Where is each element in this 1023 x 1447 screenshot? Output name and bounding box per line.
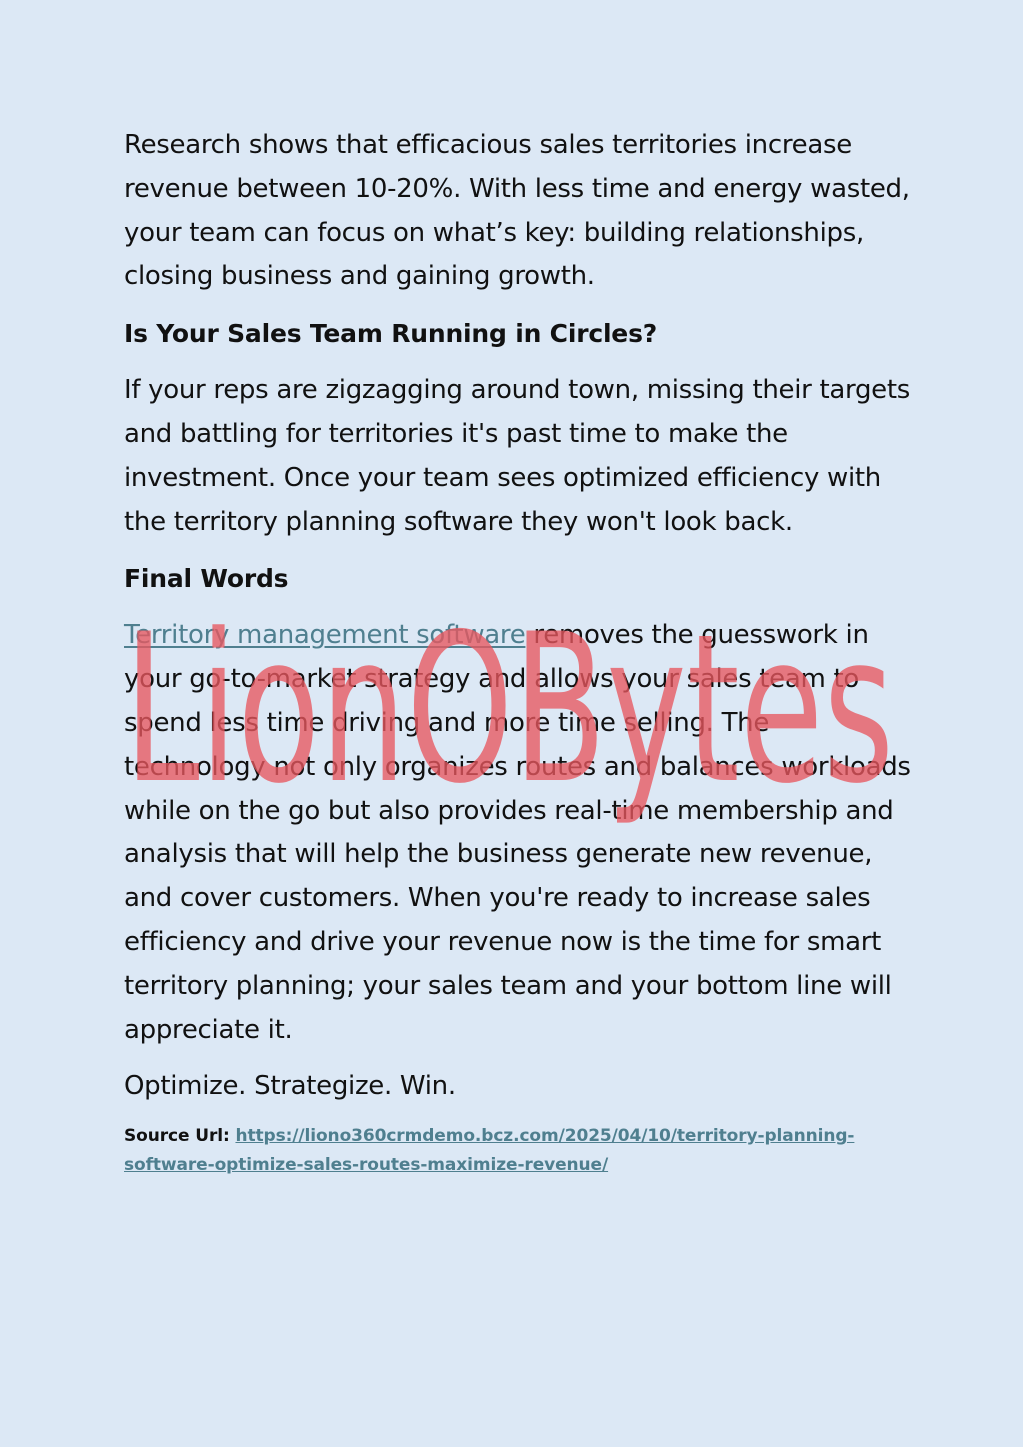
heading-final-words: Final Words xyxy=(124,564,289,594)
final-paragraph-text: removes the guesswork in your go-to-market strategy and allows your sales team to spend less time driving and more time selling. The technology not only organizes routes and balances workloads while on the go but also provides real-time membership and analysis that will help the business generate new revenue, and cover customers. When you're ready to increase sales efficiency and drive your revenue now is the time for smart territory planning; your sales team and your bottom line will appreciate it. xyxy=(124,620,911,1045)
document-page xyxy=(124,124,914,1179)
intro-paragraph: Research shows that efficacious sales territories increase revenue between 10-20%. With less time and energy wasted, your team can focus on what’s key: building relationships, closing business and gaining growth. xyxy=(124,130,910,292)
source-line xyxy=(124,1122,914,1179)
source-label: Source Url: xyxy=(124,1126,236,1147)
final-paragraph xyxy=(124,614,914,1052)
source-url-link[interactable]: https://liono360crmdemo.bcz.com/2025/04/10/territory-planning-software-optimize-sales-routes-maximize-revenue/ xyxy=(124,1126,855,1175)
circles-paragraph: If your reps are zigzagging around town, missing their targets and battling for territories it's past time to make the investment. Once your team sees optimized efficiency with the territory planning software they won't look back. xyxy=(124,375,911,537)
territory-software-link[interactable]: Territory management software xyxy=(124,620,526,651)
heading-running-in-circles: Is Your Sales Team Running in Circles? xyxy=(124,319,658,349)
watermark-text: LionOBytes xyxy=(124,591,894,829)
tagline: Optimize. Strategize. Win. xyxy=(124,1071,456,1102)
